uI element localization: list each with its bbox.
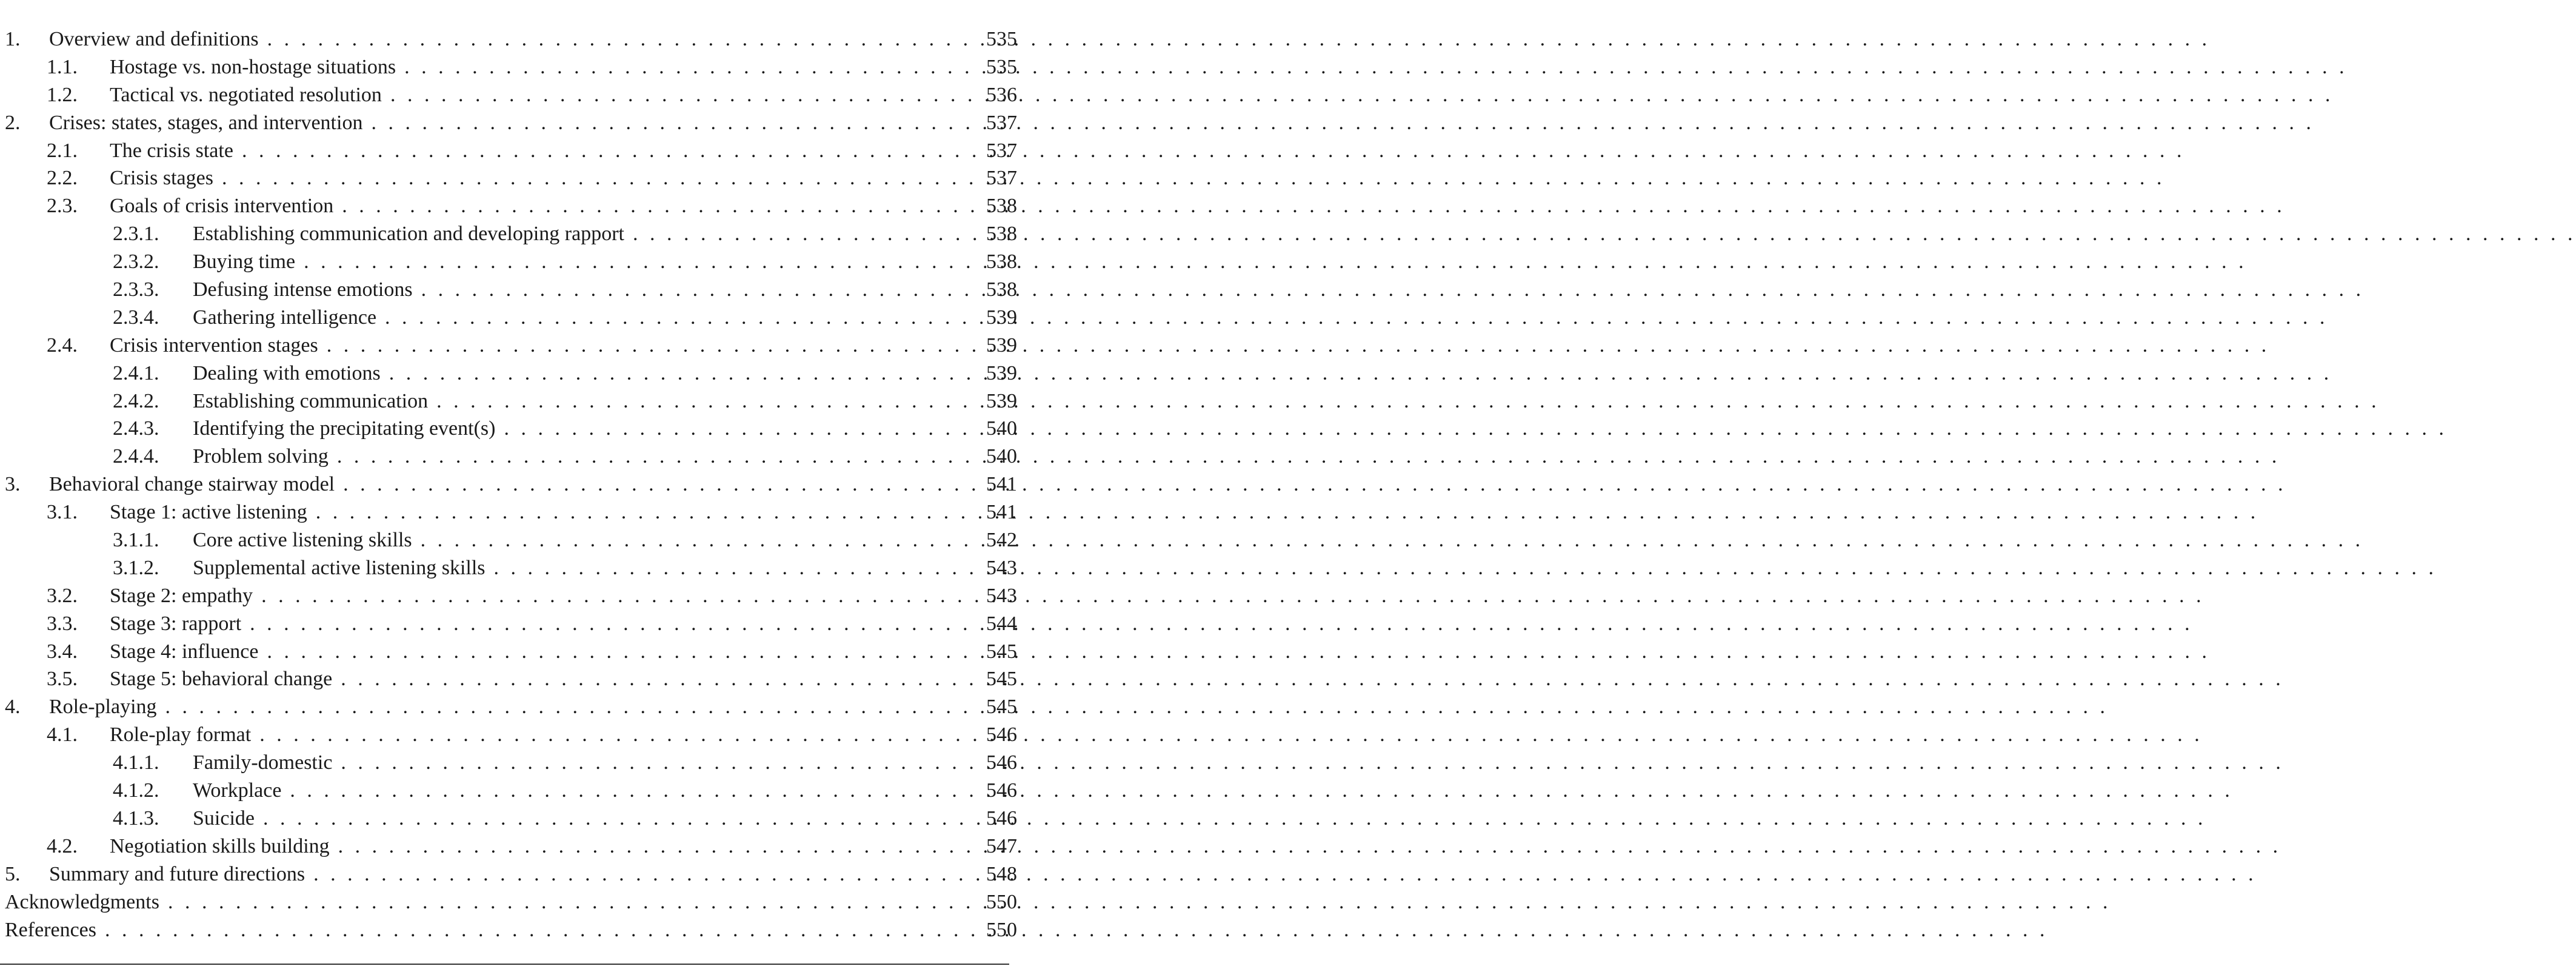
toc-entry-page: 545 [986,668,1017,691]
toc-entry-number: 3.1.1. [113,529,159,552]
toc-entry-title[interactable]: Stage 5: behavioral change [110,668,333,691]
toc-entry-page: 538 [986,195,1017,218]
toc-entry-page: 539 [986,306,1017,329]
toc-entry-title[interactable]: Stage 4: influence [110,640,259,663]
toc-entry-number: 2.4.3. [113,417,159,440]
toc-entry-page: 550 [986,890,1017,913]
toc-entry-number: 3.4. [47,640,78,663]
toc-entry-number: 2.3.3. [113,278,159,301]
toc-entry-number: 4.1.3. [113,807,159,830]
toc-entry-title[interactable]: Identifying the precipitating event(s) [193,417,496,440]
toc-entry-title[interactable]: Buying time [193,250,296,273]
toc-entry[interactable] [0,833,1017,860]
toc-entry[interactable] [0,164,1017,192]
toc-entry-title[interactable]: Stage 3: rapport [110,612,242,635]
toc-entry[interactable] [0,777,1017,805]
toc-entry-number: 2.2. [47,167,78,190]
toc-entry-page: 540 [986,417,1017,440]
toc-entry-page: 540 [986,445,1017,468]
toc-entry[interactable] [0,582,1017,610]
toc-entry[interactable] [0,638,1017,666]
toc-entry-number: 4. [5,696,21,719]
toc-entry[interactable] [0,554,1017,582]
toc-entry-title[interactable]: Defusing intense emotions [193,278,413,301]
toc-entry-number: 3.5. [47,668,78,691]
toc-entry-title[interactable]: Negotiation skills building [110,834,330,857]
toc-entry-number: 2.3.1. [113,223,159,246]
toc-entry-page: 543 [986,584,1017,607]
toc-entry-title[interactable]: The crisis state [110,139,233,162]
toc-entry[interactable] [0,443,1017,471]
toc-entry-page: 546 [986,779,1017,802]
toc-entry-title[interactable]: Goals of crisis intervention [110,195,334,218]
toc-entry[interactable] [0,721,1017,749]
toc-entry-number: 4.1. [47,723,78,746]
toc-entry-page: 535 [986,55,1017,78]
toc-entry[interactable] [0,916,1017,944]
toc-entry-page: 545 [986,696,1017,719]
toc-entry-number: 3.3. [47,612,78,635]
toc-entry[interactable] [0,805,1017,833]
toc-entry-title[interactable]: Crisis stages [110,167,213,190]
toc-entry[interactable] [0,471,1017,498]
toc-entry[interactable] [0,888,1017,916]
toc-entry-page: 546 [986,807,1017,830]
toc-entry-page: 538 [986,250,1017,273]
toc-entry-title[interactable]: Core active listening skills [193,529,412,552]
toc-entry-number: 2.3. [47,195,78,218]
bottom-rule [0,964,1009,965]
toc-entry-page: 546 [986,751,1017,774]
toc-entry-number: 4.1.2. [113,779,159,802]
toc-entry-page: 537 [986,167,1017,190]
toc-entry-title[interactable]: Hostage vs. non-hostage situations [110,55,396,78]
toc-entry-title[interactable]: Establishing communication and developing rapport [193,223,624,246]
toc-entry[interactable] [0,248,1017,276]
toc-entry-number: 2.4.2. [113,389,159,412]
toc-entry-title[interactable]: Gathering intelligence [193,306,377,329]
toc-entry-title[interactable]: Role-playing [49,696,157,719]
toc-entry-number: 2.3.4. [113,306,159,329]
toc-entry-title[interactable]: References [5,918,97,941]
toc-entry-number: 2.1. [47,139,78,162]
toc-entry[interactable] [0,693,1017,721]
toc-entry-number: 2.4.1. [113,361,159,384]
toc-entry[interactable] [0,749,1017,777]
toc-entry-number: 1.1. [47,55,78,78]
toc-entry[interactable] [0,526,1017,554]
toc-entry-title[interactable]: Crises: states, stages, and intervention [49,111,363,134]
toc-entry[interactable] [0,192,1017,220]
toc-entry-number: 2. [5,111,21,134]
toc-entry-number: 3.1.2. [113,556,159,579]
toc-entry-number: 1.2. [47,83,78,106]
toc-entry-page: 547 [986,834,1017,857]
toc-entry-title[interactable]: Summary and future directions [49,862,305,885]
toc-entry-number: 5. [5,862,21,885]
toc-entry-number: 2.4. [47,334,78,357]
toc-entry-title[interactable]: Role-play format [110,723,252,746]
toc-entry-number: 3.2. [47,584,78,607]
toc-entry-page: 537 [986,139,1017,162]
toc-entry-page: 545 [986,640,1017,663]
toc-entry-title[interactable]: Stage 2: empathy [110,584,253,607]
toc-entry-page: 539 [986,334,1017,357]
toc-entry-number: 2.3.2. [113,250,159,273]
toc-entry[interactable] [0,304,1017,332]
toc-entry-title[interactable]: Problem solving [193,445,329,468]
toc-entry-title[interactable]: Supplemental active listening skills [193,556,486,579]
toc-entry-title[interactable]: Suicide [193,807,255,830]
toc-entry[interactable] [0,610,1017,638]
toc-entry-page: 543 [986,556,1017,579]
toc-entry[interactable] [0,220,1017,248]
toc-entry-page: 537 [986,111,1017,134]
toc-entry-page: 539 [986,361,1017,384]
toc-entry[interactable] [0,360,1017,387]
toc-entry-title[interactable]: Stage 1: active listening [110,501,307,524]
toc-entry-title[interactable]: Workplace [193,779,282,802]
toc-entry-page: 538 [986,223,1017,246]
toc-entry[interactable] [0,387,1017,415]
toc-entry[interactable] [0,332,1017,360]
toc-entry-page: 546 [986,723,1017,746]
toc-entry-number: 4.1.1. [113,751,159,774]
toc-entry-page: 535 [986,28,1017,50]
toc-entry-page: 541 [986,473,1017,496]
toc-entry-number: 2.4.4. [113,445,159,468]
toc-entry[interactable] [0,53,1017,81]
toc-entry[interactable] [0,665,1017,693]
toc-entry-page: 550 [986,918,1017,941]
toc-entry[interactable] [0,25,1017,53]
toc-entry[interactable] [0,109,1017,137]
toc-entry-number: 1. [5,28,21,50]
toc-entry-number: 3. [5,473,21,496]
toc-entry[interactable] [0,860,1017,888]
toc-entry-title[interactable]: Family-domestic [193,751,333,774]
toc-entry-title[interactable]: Overview and definitions [49,28,259,50]
toc-entry-title[interactable]: Behavioral change stairway model [49,473,335,496]
toc-entry-title[interactable]: Dealing with emotions [193,361,381,384]
toc-entry[interactable] [0,137,1017,165]
toc-entry-page: 538 [986,278,1017,301]
toc-entry-number: 3.1. [47,501,78,524]
toc-entry[interactable] [0,498,1017,526]
toc-entry-page: 542 [986,529,1017,552]
table-of-contents [0,25,1017,944]
toc-entry-page: 536 [986,83,1017,106]
toc-entry-page: 541 [986,501,1017,524]
toc-entry[interactable] [0,415,1017,443]
toc-entry-title[interactable]: Establishing communication [193,389,429,412]
toc-entry[interactable] [0,81,1017,109]
toc-entry-title[interactable]: Acknowledgments [5,890,159,913]
toc-entry-page: 548 [986,862,1017,885]
toc-entry-title[interactable]: Crisis intervention stages [110,334,318,357]
toc-entry-page: 539 [986,389,1017,412]
toc-entry-title[interactable]: Tactical vs. negotiated resolution [110,83,382,106]
toc-entry[interactable] [0,276,1017,304]
toc-entry-page: 544 [986,612,1017,635]
toc-entry-number: 4.2. [47,834,78,857]
